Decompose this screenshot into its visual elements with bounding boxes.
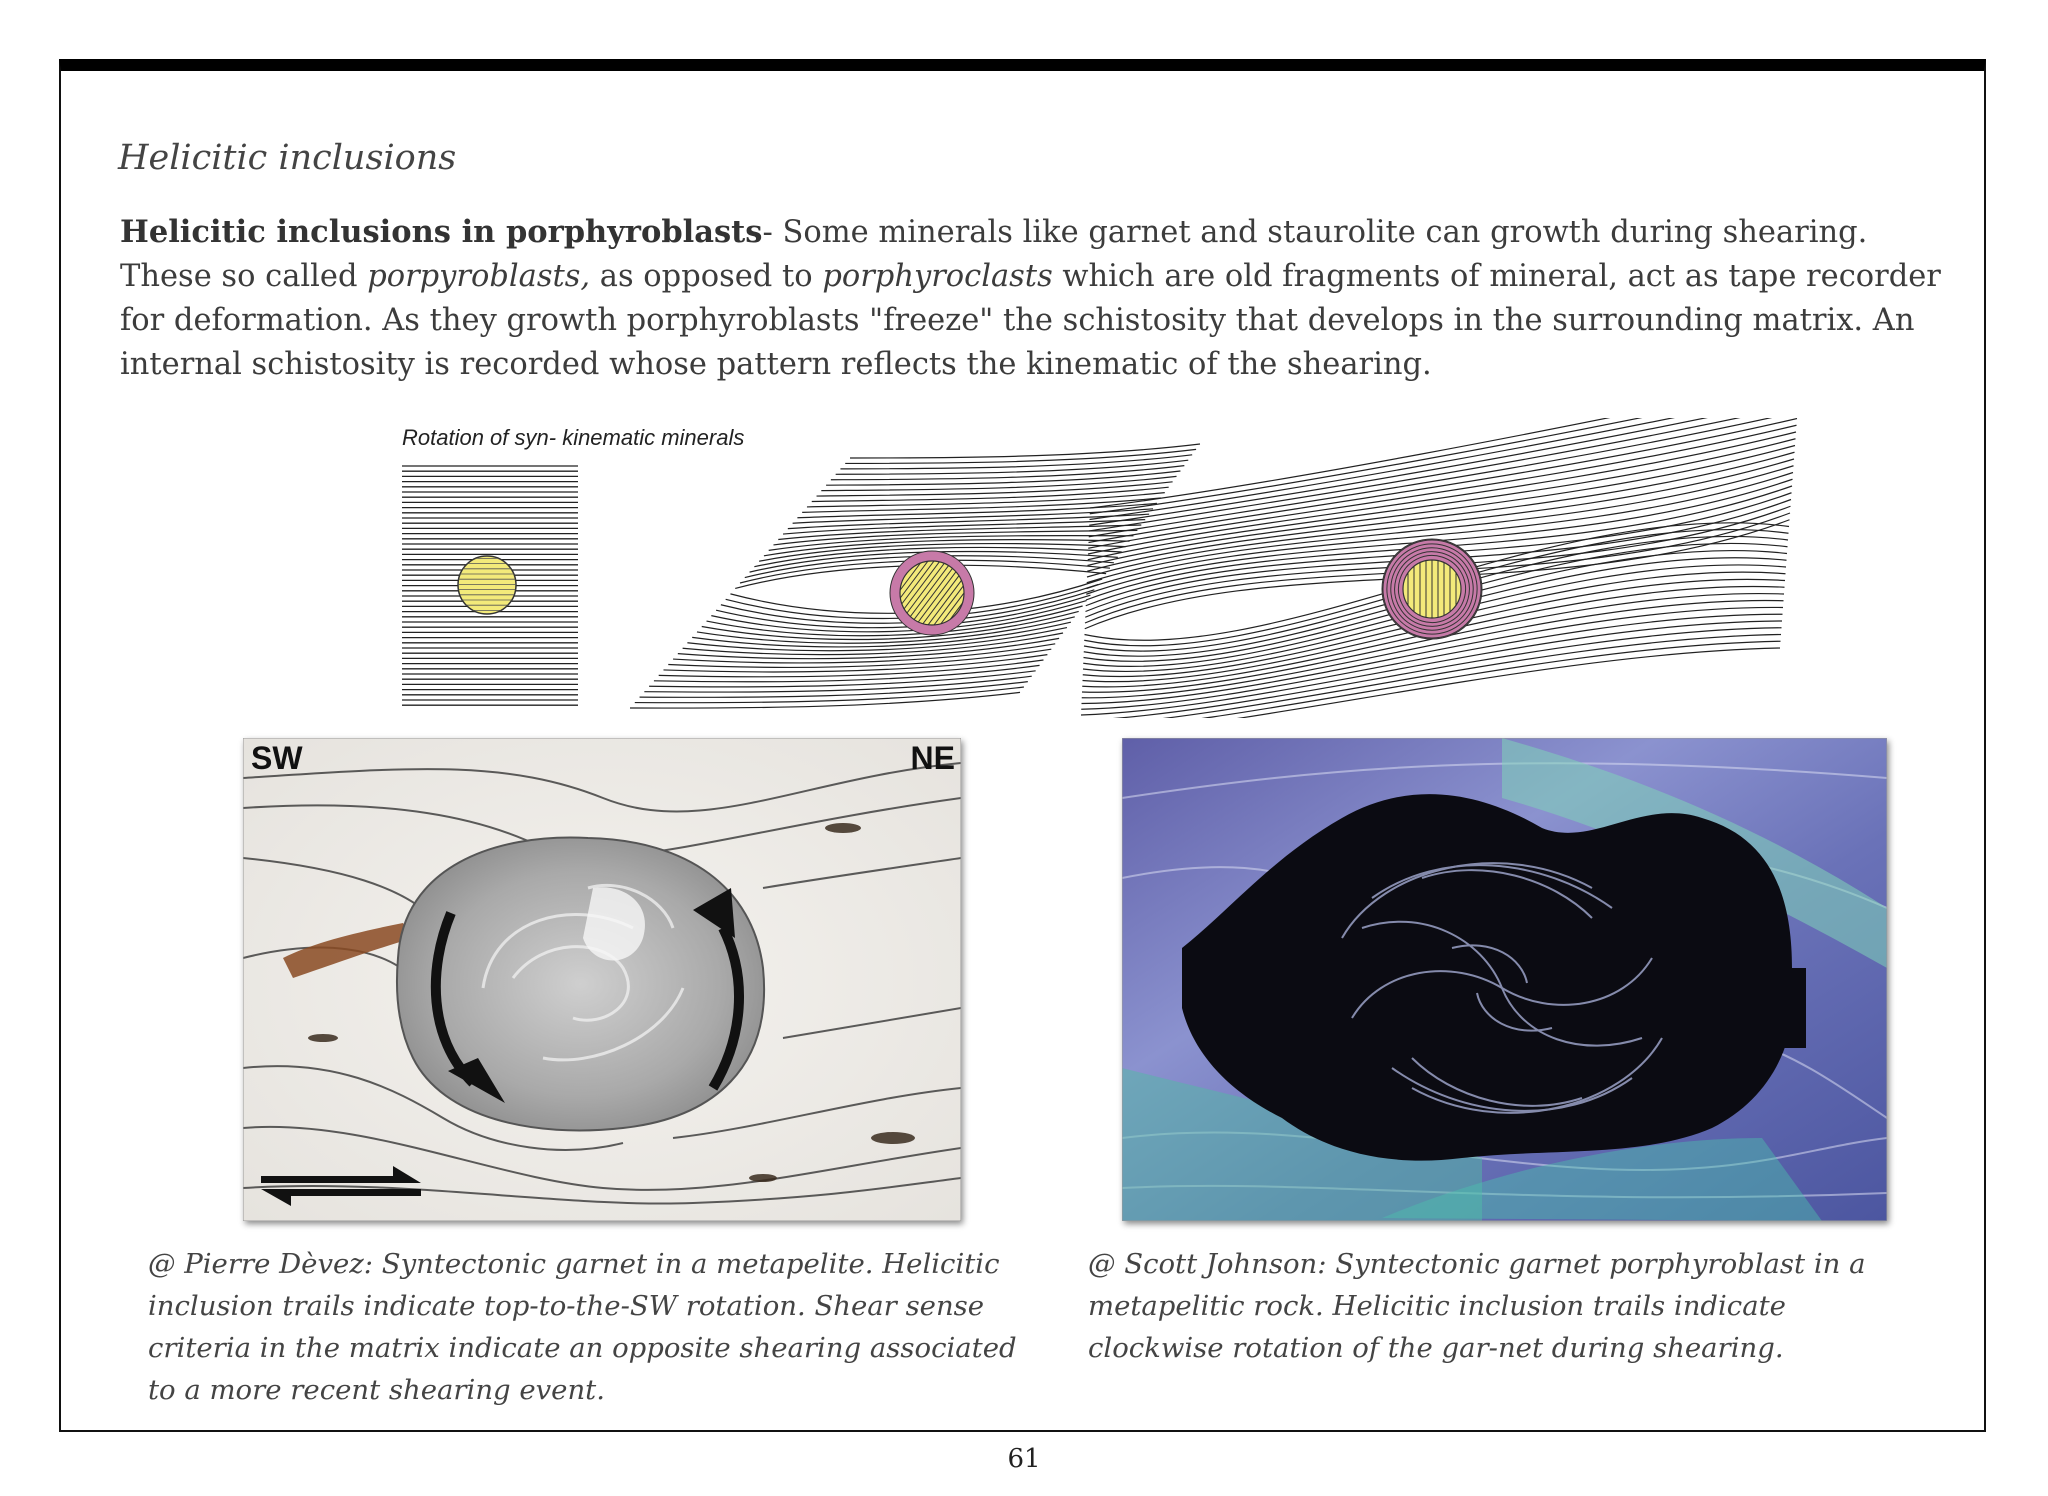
intro-lead: Helicitic inclusions in porphyroblasts — [120, 214, 763, 250]
label-sw: SW — [251, 740, 303, 776]
rotation-diagram — [390, 418, 1810, 718]
photo-garnet-devez-image — [243, 738, 961, 1221]
caption-right: @ Scott Johnson: Syntectonic garnet porphyroblast in a metapelitic rock. Helicitic inclusion trails indicate clockwise rotation of the gar-net during shearing. — [1088, 1248, 1866, 1364]
caption-left: @ Pierre Dèvez: Syntectonic garnet in a metapelite. Helicitic inclusion trails indicate top-to-the-SW rotation. Shear sense criteria in the matrix indicate an opposite shearing associated to a more recent shearing event. — [148, 1248, 1017, 1406]
photo-garnet-devez — [243, 738, 961, 1221]
intro-term-porphyroclasts: porphyroclasts — [822, 259, 1053, 294]
intro-text-2: as opposed to — [590, 259, 823, 294]
intro-paragraph — [120, 210, 1950, 387]
photo-garnet-johnson-image — [1122, 738, 1887, 1221]
intro-text-1: - Some minerals like garnet and staurolite can growth during shearing. These so called — [120, 215, 1868, 294]
intro-term-porphyroblasts: porpyroblasts, — [367, 259, 591, 294]
intro-text-3: which are old fragments of mineral, act as tape recorder for deformation. As they growth porphyroblasts "freeze" the schistosity that develops in the surrounding matrix. An internal schistosity is recorded whose pattern reflects the kinematic of the shearing. — [120, 259, 1941, 382]
photo-garnet-johnson — [1122, 738, 1887, 1221]
section-title: Helicitic inclusions — [118, 138, 457, 178]
page-number: 61 — [1007, 1444, 1041, 1474]
label-ne: NE — [910, 740, 955, 776]
diagram-title: Rotation of syn- kinematic minerals — [402, 425, 745, 450]
